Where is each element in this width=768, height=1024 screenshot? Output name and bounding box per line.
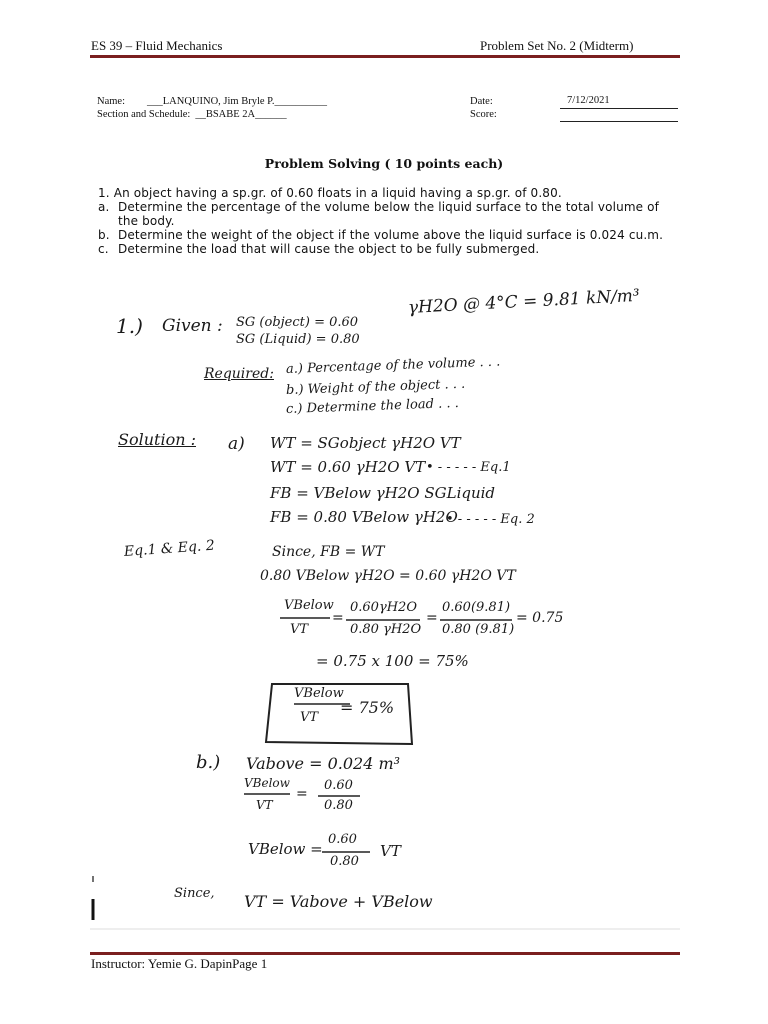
- section-label: Section and Schedule:: [97, 109, 191, 120]
- hw-eq12: Eq.1 & Eq. 2: [123, 537, 216, 560]
- hw-eq-sign-3: =: [296, 786, 308, 802]
- hw-box-value: = 75%: [340, 698, 395, 717]
- hw-frac1-den: 0.80 γH2O: [350, 622, 422, 637]
- hw-v-above: Vabove = 0.024 m³: [246, 754, 401, 773]
- hw-eq-sign-1: =: [332, 610, 344, 626]
- hw-gamma-water: γH2O @ 4°C = 9.81 kN/m³: [407, 285, 641, 318]
- name-row: [97, 96, 327, 107]
- hw-vb-num: 0.60: [328, 832, 357, 847]
- hw-required-b: b.) Weight of the object . . .: [285, 376, 466, 398]
- hw-vb-vt: VT: [380, 842, 401, 860]
- hw-r2-num: VBelow: [244, 776, 290, 790]
- hw-problem-number: 1.): [116, 314, 143, 338]
- hw-given: Given :: [162, 316, 223, 336]
- hw-box-den: VT: [300, 710, 319, 725]
- hw-frac2-den: 0.80 (9.81): [442, 622, 515, 637]
- hw-r2-vnum: 0.60: [324, 778, 353, 793]
- problem-item-c: c. Determine the load that will cause the object to be fully submerged.: [98, 242, 540, 256]
- hw-required-a: a.) Percentage of the volume . . .: [285, 354, 501, 377]
- hw-part-b: b.): [196, 752, 221, 773]
- hw-ratio-den: VT: [290, 622, 309, 637]
- problem-intro: 1. An object having a sp.gr. of 0.60 floats in a liquid having a sp.gr. of 0.80.: [98, 186, 562, 200]
- hw-eq-sign-2: =: [426, 610, 438, 626]
- hw-r2-vden: 0.80: [324, 798, 353, 813]
- hw-eq-fb: FB = VBelow γH2O SGLiquid: [270, 484, 496, 502]
- hw-eq1-tag: • - - - - - Eq.1: [426, 460, 511, 475]
- problem-item-b: b. Determine the weight of the object if the volume above the liquid surface is 0.024 cu.m.: [98, 228, 664, 242]
- problem-statement: [98, 186, 678, 256]
- hw-eq2-tag: • - - - - - Eq. 2: [446, 512, 535, 527]
- hw-eq-wt2: WT = 0.60 γH2O VT: [270, 458, 426, 476]
- hw-since1: Since, FB = WT: [272, 544, 385, 560]
- date-line: [560, 108, 678, 109]
- hw-vb-lhs: VBelow =: [248, 840, 323, 858]
- hw-r2-den: VT: [256, 798, 273, 812]
- hw-sg-liquid: SG (Liquid) = 0.80: [236, 332, 360, 347]
- handwritten-solution: [90, 284, 680, 932]
- hw-frac1-num: 0.60γH2O: [350, 600, 417, 615]
- hw-required: Required:: [204, 366, 274, 382]
- hw-balance: 0.80 VBelow γH2O = 0.60 γH2O VT: [260, 568, 516, 584]
- problem-item-a: a. Determine the percentage of the volume below the liquid surface to the total volume of the body.: [98, 200, 660, 228]
- score-line: [560, 121, 678, 122]
- score-label: Score:: [470, 109, 497, 120]
- hw-eq-fb2: FB = 0.80 VBelow γH2O: [270, 508, 458, 526]
- hw-percent: = 0.75 x 100 = 75%: [316, 652, 469, 670]
- section-row: [97, 109, 287, 120]
- hw-eq-wt: WT = SGobject γH2O VT: [270, 434, 461, 452]
- problem-set-title: Problem Set No. 2 (Midterm): [480, 38, 634, 53]
- section-value: __BSABE 2A______: [195, 109, 287, 120]
- hw-sg-object: SG (object) = 0.60: [236, 315, 359, 330]
- hw-ratio-value: = 0.75: [516, 610, 564, 626]
- hw-required-c: c.) Determine the load . . .: [285, 395, 459, 417]
- course-title: ES 39 – Fluid Mechanics: [91, 38, 223, 53]
- hw-since2: Since,: [174, 886, 215, 901]
- hw-vb-den: 0.80: [330, 854, 359, 869]
- hw-frac2-num: 0.60(9.81): [442, 600, 511, 615]
- hw-solution: Solution :: [118, 430, 196, 449]
- hw-box-num: VBelow: [294, 686, 344, 701]
- hw-vt-sum: VT = Vabove + VBelow: [244, 892, 433, 911]
- footer-instructor: Instructor: Yemie G. DapinPage 1: [91, 956, 268, 971]
- footer-rule: [90, 952, 680, 955]
- section-title: Problem Solving ( 10 points each): [264, 156, 504, 171]
- name-value: ___LANQUINO, Jim Bryle P.__________: [147, 96, 327, 107]
- date-label: Date:: [470, 96, 493, 107]
- hw-part-a: a): [228, 434, 245, 454]
- date-value: 7/12/2021: [567, 95, 610, 106]
- name-label: Name:: [97, 96, 125, 107]
- hw-ratio-num: VBelow: [284, 598, 334, 613]
- header-rule: [90, 55, 680, 58]
